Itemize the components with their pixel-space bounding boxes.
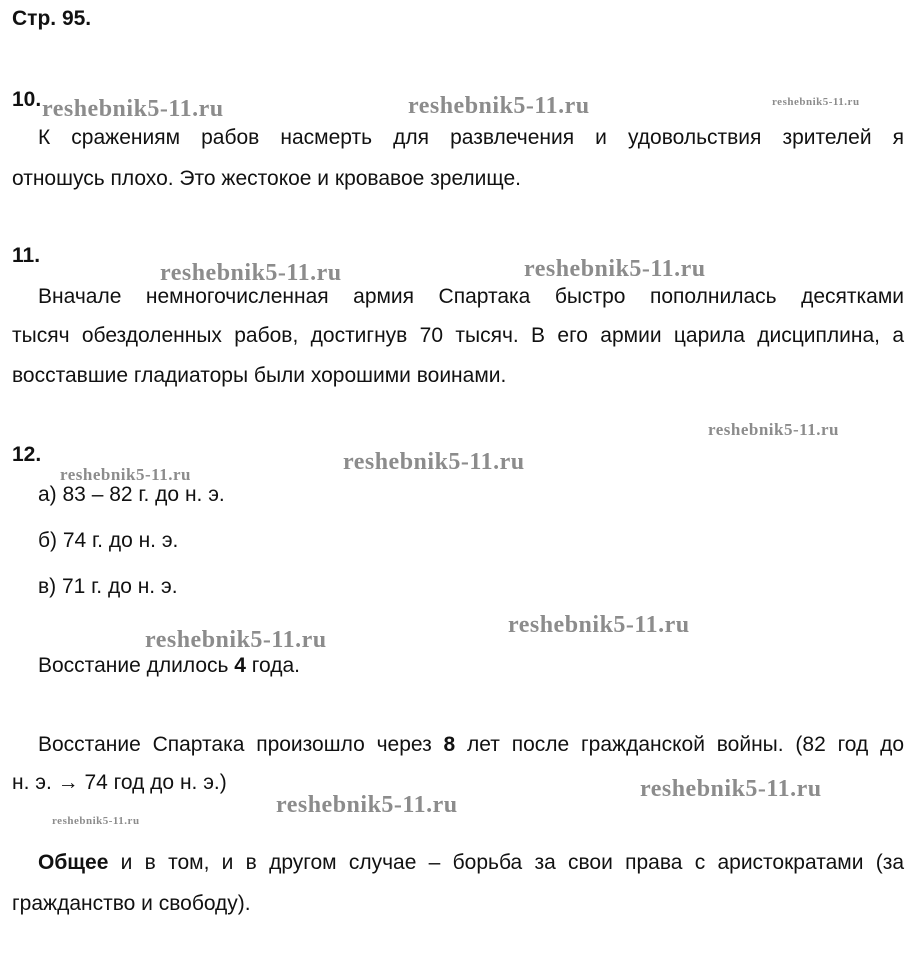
- duration-text: [38, 654, 300, 678]
- common-bold: Общее: [38, 851, 109, 874]
- watermark: reshebnik5-11.ru: [160, 260, 342, 286]
- watermark: reshebnik5-11.ru: [708, 420, 839, 439]
- watermark: reshebnik5-11.ru: [640, 776, 822, 802]
- watermark: reshebnik5-11.ru: [60, 465, 191, 484]
- after-suffix: лет после гражданской войны. (82 год до: [455, 733, 904, 756]
- answer-text: тысяч обездоленных рабов, достигнув 70 тысяч. В его армии царила дисциплина, а: [12, 324, 904, 347]
- after-prefix: Восстание Спартака произошло через: [38, 733, 444, 756]
- answer-text: восставшие гладиаторы были хорошими воинами.: [12, 364, 507, 387]
- duration-value: 4: [234, 654, 246, 677]
- answer-text: К сражениям рабов насмерть для развлечения и удовольствия зрителей я: [38, 126, 904, 149]
- watermark: reshebnik5-11.ru: [408, 93, 590, 119]
- after-war-text-line2: н. э. → 74 год до н. э.): [12, 771, 227, 794]
- watermark: reshebnik5-11.ru: [343, 449, 525, 475]
- watermark: reshebnik5-11.ru: [52, 815, 140, 827]
- answer-text: Вначале немногочисленная армия Спартака быстро пополнилась десятками: [38, 285, 904, 308]
- question-number: 10.: [12, 88, 42, 111]
- watermark: reshebnik5-11.ru: [42, 96, 224, 122]
- list-item: б) 74 г. до н. э.: [38, 529, 179, 552]
- page-title: Стр. 95.: [12, 7, 92, 30]
- watermark: reshebnik5-11.ru: [145, 627, 327, 653]
- watermark: reshebnik5-11.ru: [772, 96, 860, 108]
- watermark: reshebnik5-11.ru: [508, 612, 690, 638]
- watermark: reshebnik5-11.ru: [524, 256, 706, 282]
- question-number: 12.: [12, 443, 42, 466]
- common-text: [38, 851, 904, 875]
- common-text-line2: гражданство и свободу).: [12, 892, 251, 915]
- after-war-text: [38, 733, 904, 757]
- list-item: в) 71 г. до н. э.: [38, 575, 178, 598]
- duration-suffix: года.: [245, 654, 300, 677]
- duration-prefix: Восстание длилось: [38, 654, 235, 677]
- answer-text: отношусь плохо. Это жестокое и кровавое зрелище.: [12, 167, 521, 190]
- watermark: reshebnik5-11.ru: [276, 792, 458, 818]
- after-value: 8: [443, 733, 456, 756]
- question-number: 11.: [12, 244, 41, 267]
- list-item: а) 83 – 82 г. до н. э.: [38, 483, 225, 506]
- common-rest: и в том, и в другом случае – борьба за свои права с аристократами (за: [108, 851, 904, 874]
